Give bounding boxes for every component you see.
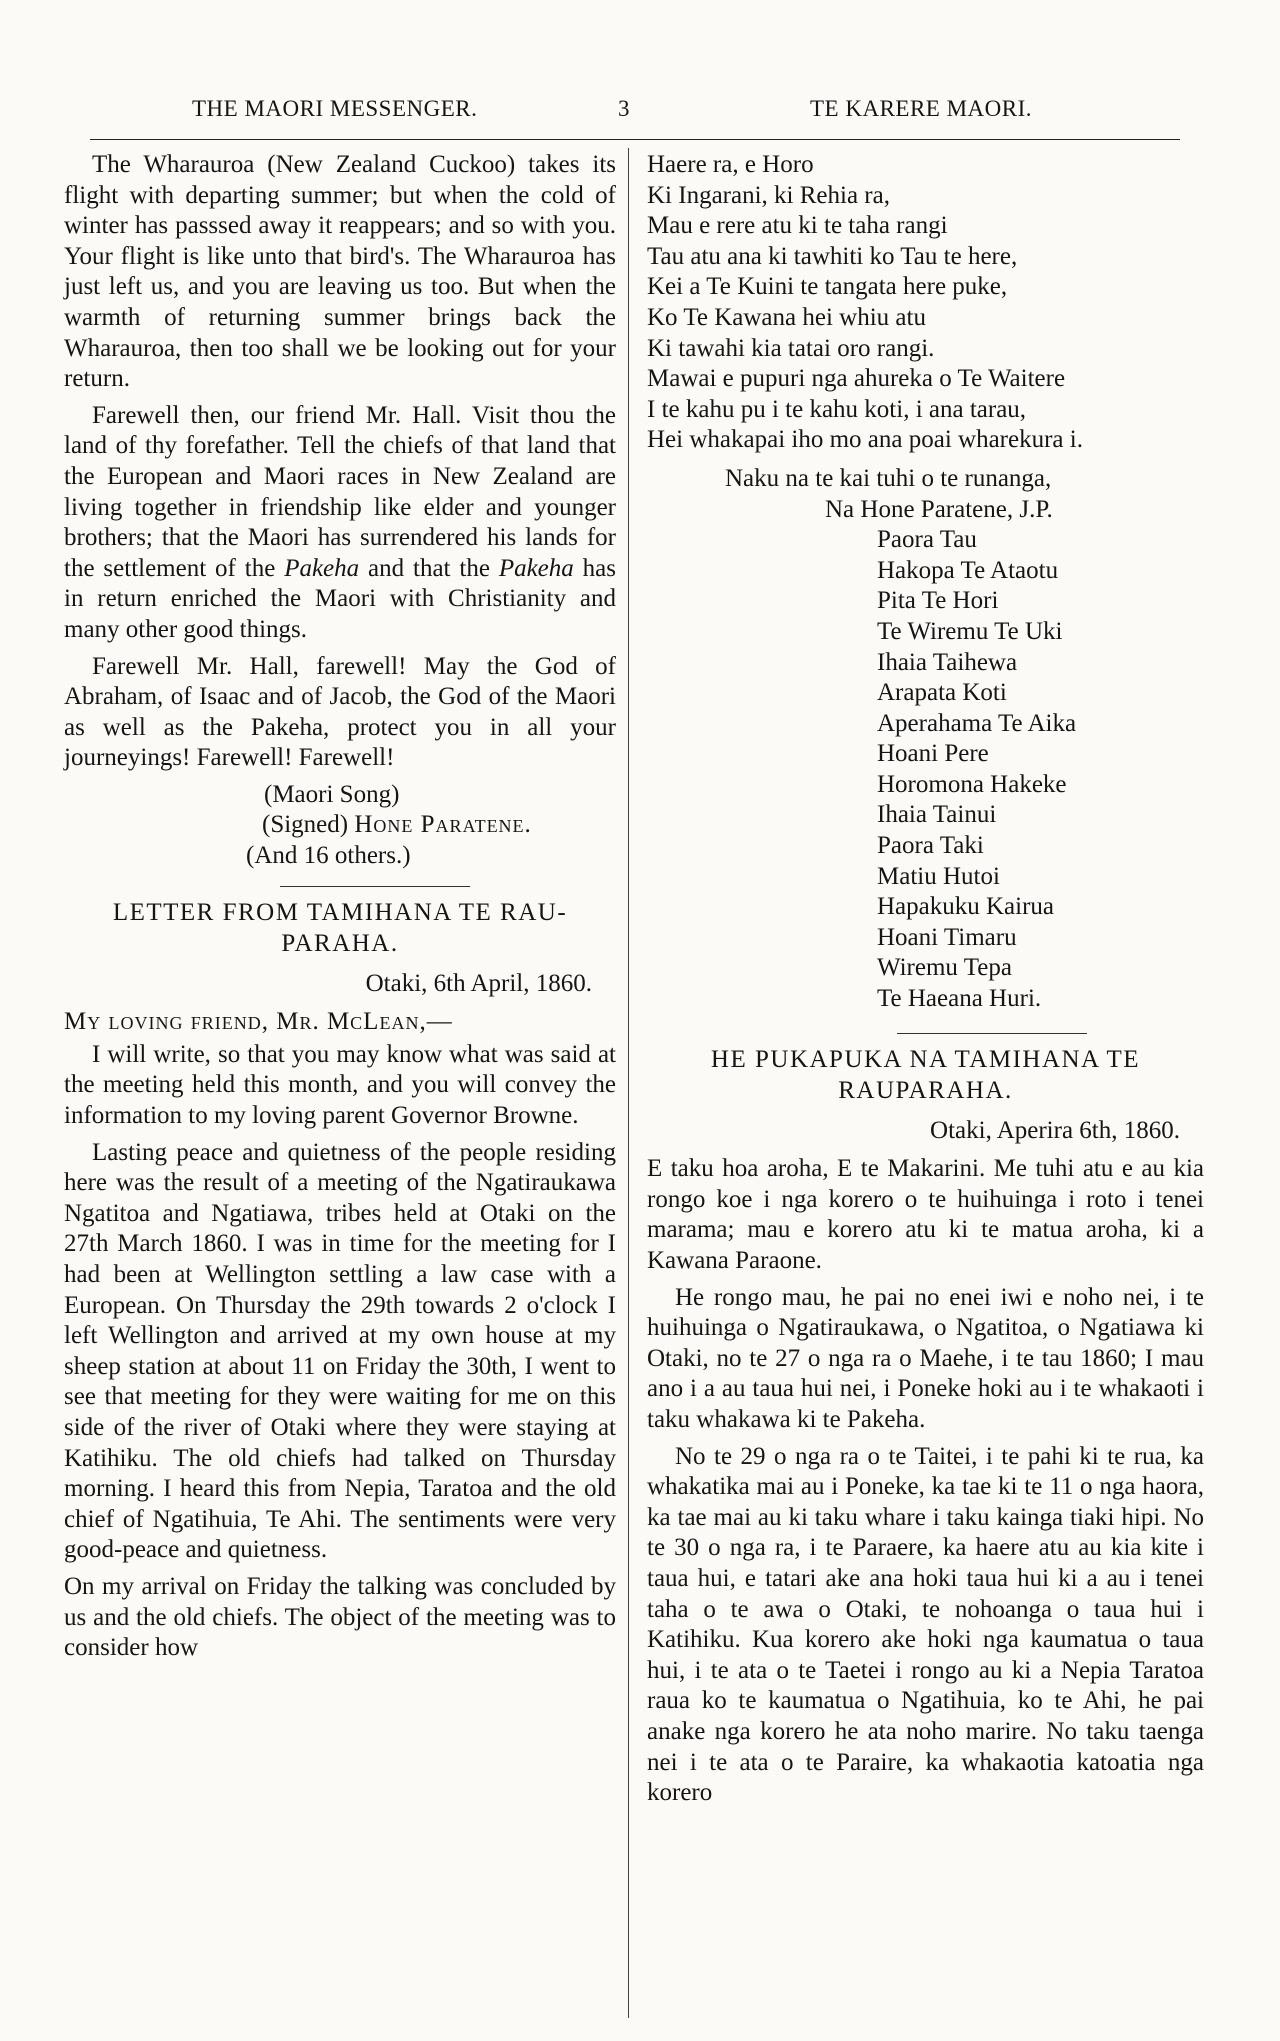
song-line: Tau atu ana ki tawhiti ko Tau te here, xyxy=(647,242,1018,270)
letter-title-maori xyxy=(647,1044,1204,1106)
signatory-name: Arapata Koti xyxy=(877,679,1007,707)
section-rule xyxy=(897,1033,1087,1034)
letter-paragraph: On my arrival on Friday the talking was concluded by us and the old chiefs. The object of the meeting was to consider how xyxy=(64,1572,616,1662)
song-line: Ki Ingarani, ki Rehia ra, xyxy=(647,181,890,209)
letter-paragraph: Lasting peace and quietness of the people residing here was the result of a meeting of the Ngatiraukawa Ngatitoa and Ngatiawa, tribes held at Otaki on the 27th March 1860. I was in time for the meeting for I had been at Wellington settling a law case with a European. On Thursday the 29th towards 2 o'clock I left Wellington and arrived at my own house at my sheep station at about 11 on Friday the 30th, I went to see that meeting for they were waiting for me on this side of the river of Otaki where they were staying at Katihiku. The old chiefs had talked on Thursday morning. I heard this from Nepia, Taratoa and the old chief of Ngatihuia, Te Ahi. The sentiments were very good-peace and quietness. xyxy=(64,1138,616,1564)
signatory-name: Ihaia Tainui xyxy=(877,801,997,829)
signatory-name: Hakopa Te Ataotu xyxy=(877,556,1059,584)
letter-place-date: Otaki, 6th April, 1860. xyxy=(365,969,592,997)
letter-paragraph: E taku hoa aroha, E te Makarini. Me tuhi atu e au kia rongo koe i nga korero o te huihuinga i roto i tenei marama; mau e korero atu ki te matua aroha, ki a Kawana Paraone. xyxy=(647,1155,1204,1274)
signatory-name: Wiremu Tepa xyxy=(877,954,1012,982)
signoff-block xyxy=(647,464,1204,1015)
signatory-name: Aperahama Te Aika xyxy=(877,709,1077,737)
signatory-name: Pita Te Hori xyxy=(877,587,999,615)
signatory-name: Hoani Pere xyxy=(877,740,989,768)
signed-name: Hone Paratene. xyxy=(354,811,532,839)
paragraph-farewell-hall: Farewell Mr. Hall, farewell! May the God of Abraham, of Isaac and of Jacob, the God of the Maori as well as the Pakeha, protect you in all your journeyings! Farewell! Farewell! xyxy=(64,652,616,772)
signatory-name: Te Wiremu Te Uki xyxy=(877,617,1063,645)
signatory-name: Ihaia Taihewa xyxy=(877,648,1018,676)
signatory-name: Paora Taki xyxy=(877,832,984,860)
signatory-name: Matiu Hutoi xyxy=(877,862,1000,890)
letter-title-line-1: HE PUKAPUKA NA TAMIHANA TE xyxy=(710,1045,1141,1073)
letter-salutation: My loving friend, Mr. McLean,— xyxy=(64,1008,453,1036)
signed-line xyxy=(64,810,616,841)
italic-word: Pakeha xyxy=(498,554,574,582)
section-rule xyxy=(280,886,470,887)
header-right-title: TE KARERE MAORI. xyxy=(810,96,1033,121)
maori-song-note: (Maori Song) xyxy=(264,780,400,808)
signed-label: (Signed) xyxy=(262,811,349,839)
left-column xyxy=(64,150,616,1670)
song-line: Mau e rere atu ki te taha rangi xyxy=(647,212,948,240)
right-column xyxy=(647,150,1204,1815)
maori-song xyxy=(647,150,1204,456)
song-line: I te kahu pu i te kahu koti, i ana tarau, xyxy=(647,395,1027,423)
header-left-title: THE MAORI MESSENGER. xyxy=(192,96,478,121)
signatory-name: Paora Tau xyxy=(877,526,977,554)
song-line: Ki tawahi kia tatai oro rangi. xyxy=(647,334,935,362)
column-divider xyxy=(628,148,629,2018)
signoff-name: Na Hone Paratene, J.P. xyxy=(825,495,1053,523)
letter-place-date: Otaki, Aperira 6th, 1860. xyxy=(930,1116,1180,1144)
letter-title-line-1: LETTER FROM TAMIHANA TE RAU- xyxy=(112,898,568,926)
signatory-name: Horomona Hakeke xyxy=(877,770,1067,798)
paragraph-farewell-friend: Farewell then, our friend Mr. Hall. Visit thou the land of thy forefather. Tell the chiefs of that land that the European and Maori races in New Zealand are living together in friendship like elder and younger brothers; that the Maori has surrendered his lands for the settlement of the Pakeha and that the Pakeha has in return enriched the Maori with Christianity and many other good things. xyxy=(64,401,616,643)
letter-title-english xyxy=(64,897,616,959)
header-rule xyxy=(90,139,1180,140)
letter-paragraph: I will write, so that you may know what was said at the meeting held this month, and you will convey the information to my loving parent Governor Browne. xyxy=(64,1040,616,1130)
italic-word: Pakeha xyxy=(284,554,360,582)
signatory-name: Hapakuku Kairua xyxy=(877,893,1055,921)
others-note: (And 16 others.) xyxy=(246,842,411,870)
signatory-name: Te Haeana Huri. xyxy=(877,985,1042,1013)
song-line: Haere ra, e Horo xyxy=(647,151,814,178)
signatory-list xyxy=(647,525,1204,1015)
signature-block xyxy=(64,780,616,872)
song-line: Mawai e pupuri nga ahureka o Te Waitere xyxy=(647,365,1066,393)
song-line: Kei a Te Kuini te tangata here puke, xyxy=(647,273,1008,301)
letter-title-line-2: PARAHA. xyxy=(281,929,399,957)
song-line: Ko Te Kawana hei whiu atu xyxy=(647,303,926,331)
song-line: Hei whakapai iho mo ana poai wharekura i. xyxy=(647,426,1083,454)
signatory-name: Hoani Timaru xyxy=(877,923,1017,951)
signoff-intro: Naku na te kai tuhi o te runanga, xyxy=(725,464,1052,492)
page-number: 3 xyxy=(618,96,630,121)
letter-title-line-2: RAUPARAHA. xyxy=(838,1076,1013,1104)
letter-paragraph: He rongo mau, he pai no enei iwi e noho nei, i te huihuinga o Ngatiraukawa, o Ngatitoa, o Ngatiawa ki Otaki, no te 27 o nga ra o Maehe, i te tau 1860; I mau ano i a au taua hui nei, i Poneke hoki au i te whakaoti i taku whakawa ki te Pakeha. xyxy=(647,1283,1204,1433)
paragraph-cuckoo: The Wharauroa (New Zealand Cuckoo) takes its flight with departing summer; but when the cold of winter has passsed away it reappears; and so with you. Your flight is like unto that bird's. The Wharauroa has just left us, and you are leaving us too. But when the warmth of returning summer brings back the Wharauroa, then too shall we be looking out for your return. xyxy=(64,151,616,393)
letter-paragraph: No te 29 o nga ra o te Taitei, i te pahi ki te rua, ka whakatika mai au i Poneke, ka tae ki te 11 o nga haora, ka tae mai au ki taku whare i taku kainga tiaki hipi. No te 30 o nga ra, i te Paraere, ka haere atu au kia kite i taua hui, e tatari ake ana hoki taua hui ki a au i tenei taha o te awa o Otaki, te nohoanga o taua hui i Katihiku. Kua korero ake hoki nga kaumatua o taua hui, i te ata o te Taetei i rongo au ki a Nepia Taratoa raua ko te kaumatua o Ngatihuia, ko te Ahi, he pai anake nga korero he ata noho marire. No taku taenga nei i te ata o te Paraire, ka whakaotia katoatia nga korero xyxy=(647,1442,1204,1807)
